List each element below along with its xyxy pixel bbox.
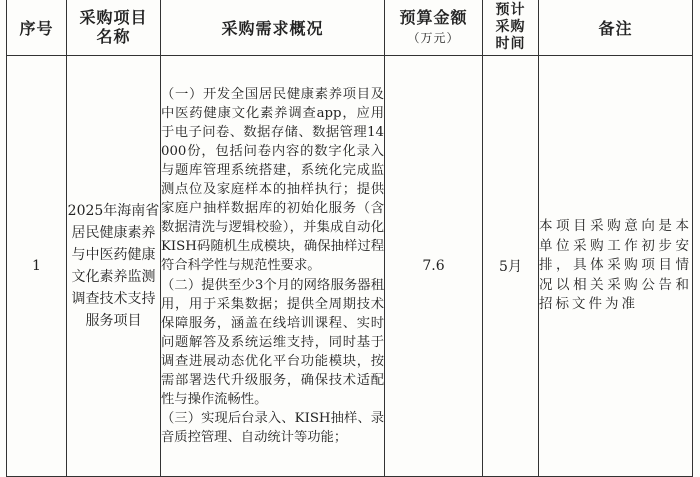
header-budget-label: 预算金额 — [399, 8, 468, 27]
header-overview — [161, 0, 385, 56]
header-seq — [7, 0, 67, 56]
header-budget — [385, 0, 483, 56]
overview-paragraph-1: （一）开发全国居民健康素养项目及中医药健康文化素养调查app，应用于电子问卷、数据存储、数据管理14000份，包括问卷内容的数字化录入与题库管理系统搭建，系统化完成监测点位及家庭样本的抽样执行；提供家庭户抽样数据库的初始化服务（含数据清洗与逻辑校验），并集成自动化KISH码随机生成模块，确保抽样过程符合科学性与规范性要求。 — [161, 86, 384, 274]
header-time — [483, 0, 539, 56]
cell-remark — [539, 56, 693, 477]
header-remark — [539, 0, 693, 56]
header-project-name-line2: 名称 — [96, 27, 131, 46]
header-budget-unit: （万元） — [407, 31, 460, 45]
overview-paragraph-3: （三）实现后台录入、KISH抽样、录音质控管理、自动统计等功能； — [161, 411, 384, 446]
header-time-line1: 预计 — [495, 1, 526, 18]
cell-time: 5月 — [483, 56, 539, 477]
header-seq-label: 序号 — [19, 18, 54, 38]
overview-paragraph-2: （二）提供至少3个月的网络服务器租用，用于采集数据；提供全周期技术保障服务，涵盖在线培训课程、实时问题解答及系统运维支持，同时基于调查进展动态优化平台功能模块，按需部署迭代升级服务，确保技术适配性与操作流畅性。 — [161, 277, 384, 408]
header-row — [7, 0, 693, 56]
header-overview-label: 采购需求概况 — [221, 18, 324, 38]
remark-text: 本项目采购意向是本单位采购工作初步安排，具体采购项目情况以相关采购公告和招标文件为准 — [539, 218, 692, 313]
header-time-line3: 时间 — [495, 35, 526, 52]
header-remark-label: 备注 — [598, 18, 633, 38]
cell-budget: 7.6 — [385, 56, 483, 477]
cell-seq: 1 — [7, 56, 67, 477]
header-project-name — [67, 0, 161, 56]
procurement-table — [6, 0, 693, 477]
header-project-name-line1: 采购项目 — [79, 8, 148, 27]
header-time-line2: 采购 — [495, 18, 526, 35]
table-row — [7, 56, 693, 477]
cell-overview — [161, 56, 385, 477]
cell-project-name: 2025年海南省居民健康素养与中医药健康文化素养监测调查技术支持服务项目 — [67, 56, 161, 477]
